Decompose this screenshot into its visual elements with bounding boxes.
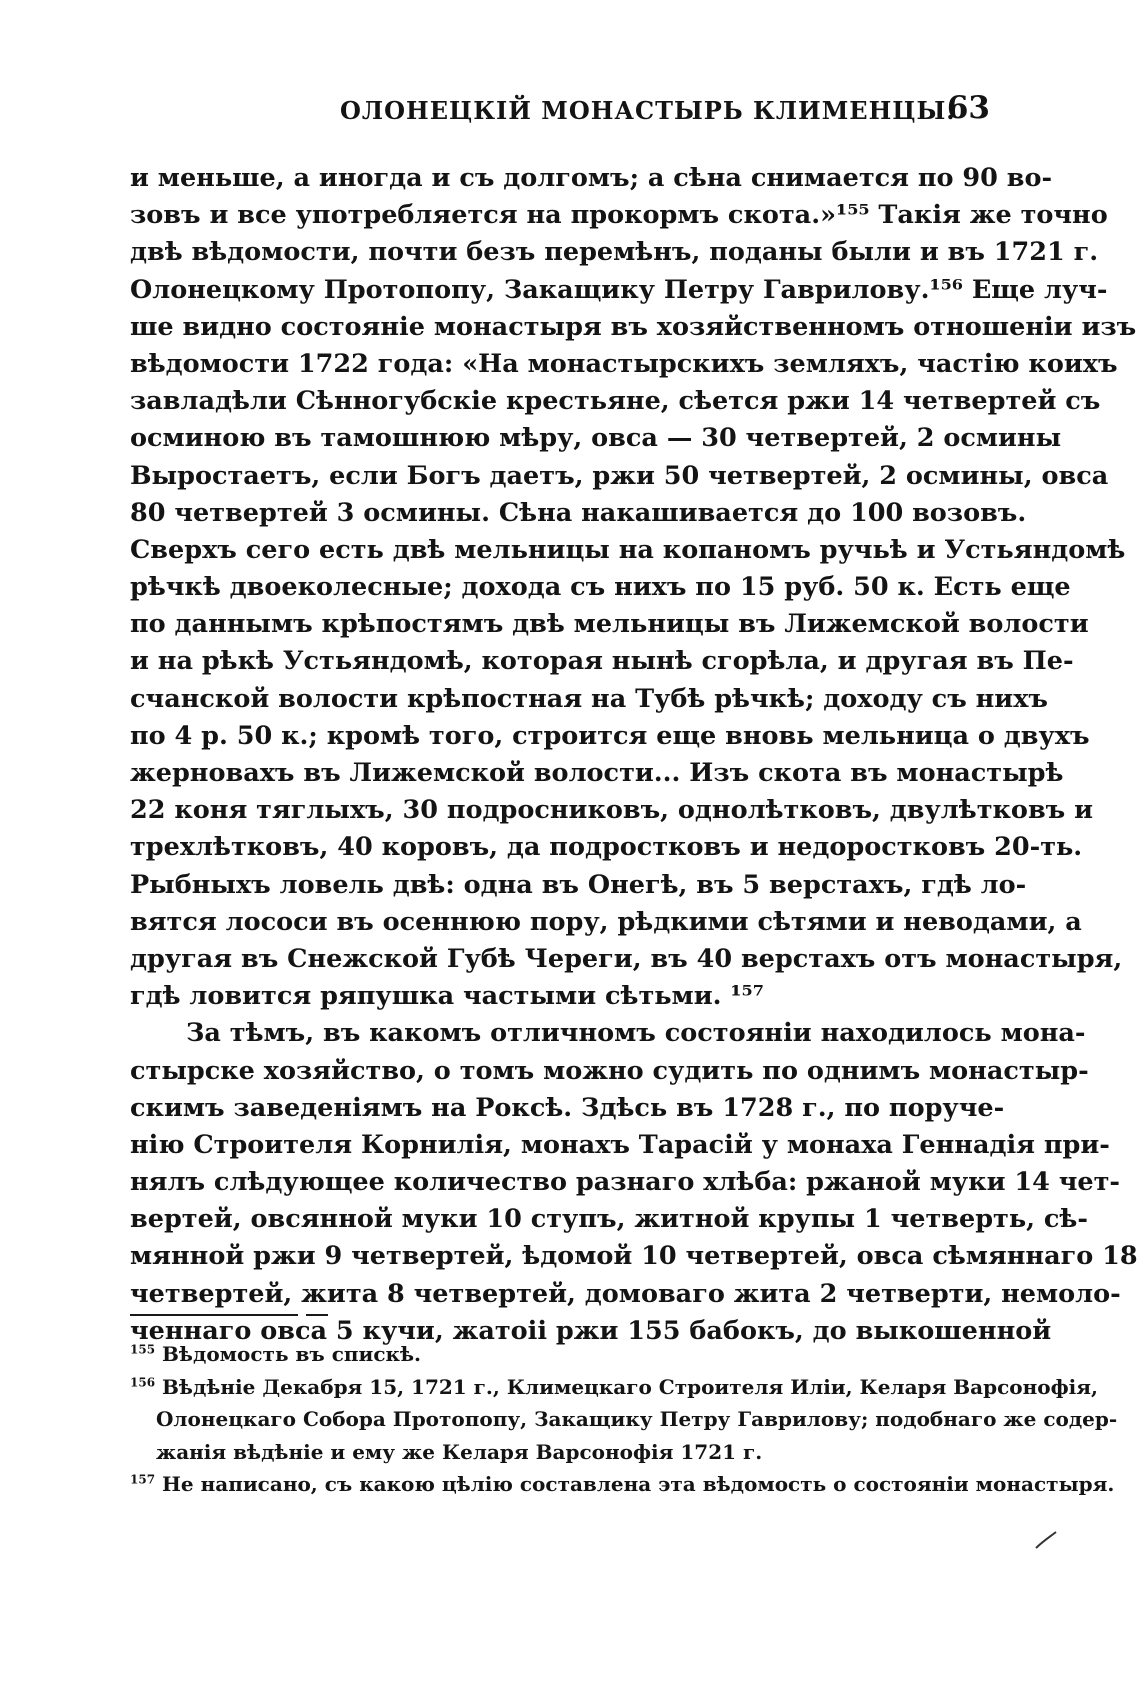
- text-line: 22 коня тяглыхъ, 30 подросниковъ, однолѣтковъ, двулѣтковъ и: [130, 795, 1094, 826]
- footnotes: [130, 1338, 1118, 1501]
- footnote-text: Вѣдомость въ спискѣ.: [162, 1342, 421, 1366]
- footnote-text: Не написано, съ какою цѣлію составлена эта вѣдомость о состояніи монастыря.: [162, 1472, 1115, 1496]
- text-line: по даннымъ крѣпостямъ двѣ мельницы въ Лижемской волости: [130, 609, 1089, 640]
- text-line: вятся лососи въ осеннюю пору, рѣдкими сѣтями и неводами, а: [130, 906, 1082, 937]
- text-line: зовъ и все употребляется на прокормъ скота.»¹⁵⁵ Такія же точно: [130, 200, 1108, 231]
- footnote-rule-dash: [306, 1314, 328, 1316]
- text-line: Рыбныхъ ловель двѣ: одна въ Онегѣ, въ 5 верстахъ, гдѣ ло-: [130, 869, 1027, 900]
- footnote-157: [130, 1468, 1115, 1501]
- paragraph-start: За тѣмъ, въ какомъ отличномъ состояніи находилось мона-: [186, 1018, 1086, 1049]
- text-line: трехлѣтковъ, 40 коровъ, да подростковъ и недоростковъ 20-ть.: [130, 832, 1083, 863]
- footnote-mark: 157: [130, 1472, 156, 1487]
- text-line: завладѣли Сѣнногубскіе крестьяне, сѣется ржи 14 четвертей съ: [130, 386, 1101, 417]
- text-line: Сверхъ сего есть двѣ мельницы на копаномъ ручьѣ и Устьяндомѣ: [130, 534, 1126, 565]
- text-line: вѣдомости 1722 года: «На монастырскихъ земляхъ, частію коихъ: [130, 348, 1118, 379]
- text-line: счанской волости крѣпостная на Тубѣ рѣчкѣ; доходу съ нихъ: [130, 683, 1048, 714]
- page-header: [130, 90, 990, 136]
- text-line: Олонецкому Протопопу, Закащику Петру Гаврилову.¹⁵⁶ Еще луч-: [130, 274, 1108, 305]
- text-line: по 4 р. 50 к.; кромѣ того, строится еще вновь мельница о двухъ: [130, 720, 1090, 751]
- footnote-156: [130, 1371, 1098, 1404]
- text-line: стырске хозяйство, о томъ можно судить по однимъ монастыр-: [130, 1055, 1089, 1086]
- text-line: рѣчкѣ двоеколесные; дохода съ нихъ по 15 руб. 50 к. Есть еще: [130, 572, 1071, 603]
- text-line: ше видно состояніе монастыря въ хозяйственномъ отношеніи изъ: [130, 311, 1137, 342]
- running-head: ОЛОНЕЦКІЙ МОНАСТЫРЬ КЛИМЕНЦЫ.: [340, 96, 956, 125]
- text-line: другая въ Снежской Губѣ Череги, въ 40 верстахъ отъ монастыря,: [130, 943, 1123, 974]
- footnote-155: [130, 1338, 990, 1371]
- footnote-156-continued: жанія вѣдѣніе и ему же Келаря Варсонофія 1721 г.: [156, 1439, 763, 1464]
- footnote-rule: [130, 1314, 298, 1316]
- text-line: ченнаго овса 5 кучи, жатоіі ржи 155 бабокъ, до выкошенной: [130, 1315, 1052, 1346]
- footnote-mark: 156: [130, 1374, 156, 1389]
- text-line: осминою въ тамошнюю мѣру, овса — 30 четвертей, 2 осмины: [130, 423, 1062, 454]
- body-text: [130, 160, 1138, 1350]
- text-line: и на рѣкѣ Устьяндомѣ, которая нынѣ сгорѣла, и другая въ Пе-: [130, 646, 1074, 677]
- text-line: четвертей, жита 8 четвертей, домоваго жита 2 четверти, немоло-: [130, 1278, 1121, 1309]
- text-line: жерновахъ въ Лижемской волости... Изъ скота въ монастырѣ: [130, 758, 1064, 788]
- text-line: гдѣ ловится ряпушка частыми сѣтьми. ¹⁵⁷: [130, 981, 764, 1012]
- text-line: двѣ вѣдомости, почти безъ перемѣнъ, поданы были и въ 1721 г.: [130, 237, 1099, 268]
- text-line: мянной ржи 9 четвертей, ѣдомой 10 четвертей, овса сѣмяннаго 18: [130, 1241, 1138, 1272]
- text-line: Выростаетъ, если Богъ даетъ, ржи 50 четвертей, 2 осмины, овса: [130, 460, 1109, 491]
- text-line: 80 четвертей 3 осмины. Сѣна накашивается до 100 возовъ.: [130, 497, 1027, 528]
- text-line: нію Строителя Корнилія, монахъ Тарасій у монаха Геннадія при-: [130, 1129, 1110, 1160]
- text-line: нялъ слѣдующее количество разнаго хлѣба: ржаной муки 14 чет-: [130, 1167, 1121, 1198]
- text-line: вертей, овсянной муки 10 ступъ, житной крупы 1 четверть, сѣ-: [130, 1204, 1088, 1235]
- page-number: 63: [946, 90, 990, 126]
- footnote-156-continued: Олонецкаго Собора Протопопу, Закащику Петру Гаврилову; подобнаго же содер-: [156, 1407, 1118, 1431]
- pencil-mark-icon: [1034, 1530, 1058, 1550]
- text-line: и меньше, а иногда и съ долгомъ; а сѣна снимается по 90 во-: [130, 163, 1053, 193]
- text-line: скимъ заведеніямъ на Роксѣ. Здѣсь въ 1728 г., по поруче-: [130, 1092, 1005, 1123]
- footnote-text: Вѣдѣніе Декабря 15, 1721 г., Климецкаго Строителя Иліи, Келаря Варсонофія,: [162, 1374, 1098, 1399]
- footnote-mark: 155: [130, 1342, 156, 1357]
